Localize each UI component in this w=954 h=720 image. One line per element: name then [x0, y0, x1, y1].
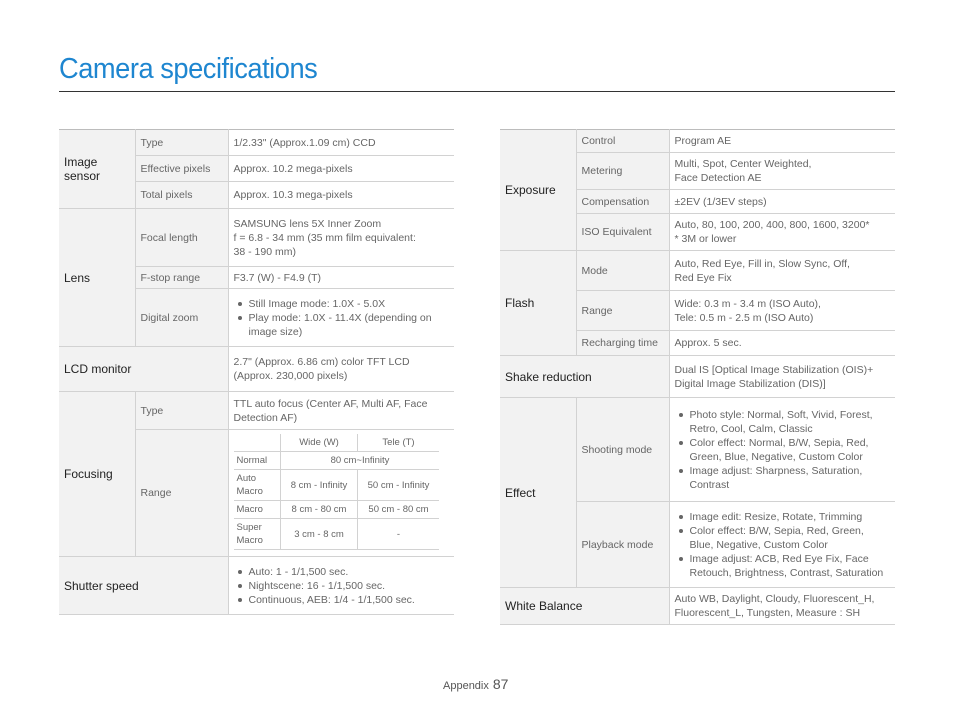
- total-pixels-label: Total pixels: [135, 182, 228, 209]
- playback-mode-value: [669, 502, 895, 588]
- white-balance-value: Auto WB, Daylight, Cloudy, Fluorescent_H, Fluorescent_L, Tungsten, Measure : SH: [669, 588, 895, 625]
- image-sensor-label: Image sensor: [59, 130, 135, 209]
- fstop-label: F-stop range: [135, 267, 228, 289]
- flash-label: Flash: [500, 251, 576, 356]
- metering-value: Multi, Spot, Center Weighted, Face Detection AE: [669, 153, 895, 190]
- bullet-item: Color effect: Normal, B/W, Sepia, Red, Green, Blue, Negative, Custom Color: [690, 436, 891, 464]
- recharging-time-value: Approx. 5 sec.: [669, 331, 895, 356]
- focus-type-value: TTL auto focus (Center AF, Multi AF, Face Detection AF): [228, 392, 454, 430]
- white-balance-label: White Balance: [500, 588, 669, 625]
- range-header-tele: Tele (T): [358, 434, 440, 452]
- spec-table-left: [59, 129, 454, 615]
- range-header-empty: [234, 434, 281, 452]
- bullet-item: Nightscene: 16 - 1/1,500 sec.: [249, 579, 450, 593]
- bullet-item: Image adjust: ACB, Red Eye Fix, Face Retouch, Brightness, Contrast, Saturation: [690, 552, 891, 580]
- sensor-type-label: Type: [135, 130, 228, 156]
- shutter-speed-value: [228, 557, 454, 615]
- bullet-item: Auto: 1 - 1/1,500 sec.: [249, 565, 450, 579]
- range-super-macro-label: Super Macro: [234, 519, 281, 550]
- digital-zoom-label: Digital zoom: [135, 289, 228, 347]
- bullet-item: Play mode: 1.0X - 11.4X (depending on image size): [249, 311, 450, 339]
- playback-mode-label: Playback mode: [576, 502, 669, 588]
- effect-label: Effect: [500, 398, 576, 588]
- range-normal-label: Normal: [234, 452, 281, 470]
- recharging-time-label: Recharging time: [576, 331, 669, 356]
- exposure-control-value: Program AE: [669, 130, 895, 153]
- sensor-type-value: 1/2.33" (Approx.1.09 cm) CCD: [228, 130, 454, 156]
- range-auto-macro-wide: 8 cm - Infinity: [281, 470, 358, 501]
- effective-pixels-label: Effective pixels: [135, 156, 228, 182]
- effective-pixels-value: Approx. 10.2 mega-pixels: [228, 156, 454, 182]
- bullet-item: Image adjust: Sharpness, Saturation, Contrast: [690, 464, 891, 492]
- focus-type-label: Type: [135, 392, 228, 430]
- range-normal-value: 80 cm~Infinity: [281, 452, 440, 470]
- spec-table-right: [500, 129, 895, 625]
- focus-range-value: [228, 430, 454, 557]
- flash-mode-value: Auto, Red Eye, Fill in, Slow Sync, Off, Red Eye Fix: [669, 251, 895, 291]
- bullet-item: Color effect: B/W, Sepia, Red, Green, Blue, Negative, Custom Color: [690, 524, 891, 552]
- range-super-macro-wide: 3 cm - 8 cm: [281, 519, 358, 550]
- focus-range-label: Range: [135, 430, 228, 557]
- range-auto-macro-tele: 50 cm - Infinity: [358, 470, 440, 501]
- digital-zoom-value: [228, 289, 454, 347]
- exposure-control-label: Control: [576, 130, 669, 153]
- bullet-item: Image edit: Resize, Rotate, Trimming: [690, 510, 891, 524]
- lcd-monitor-label: LCD monitor: [59, 347, 228, 392]
- bullet-item: Still Image mode: 1.0X - 5.0X: [249, 297, 450, 311]
- title-divider: [59, 91, 895, 92]
- focus-range-table: [234, 434, 440, 550]
- flash-range-label: Range: [576, 291, 669, 331]
- range-macro-tele: 50 cm - 80 cm: [358, 501, 440, 519]
- shake-reduction-label: Shake reduction: [500, 356, 669, 398]
- range-super-macro-tele: -: [358, 519, 440, 550]
- flash-range-value: Wide: 0.3 m - 3.4 m (ISO Auto), Tele: 0.5 m - 2.5 m (ISO Auto): [669, 291, 895, 331]
- focusing-label: Focusing: [59, 392, 135, 557]
- shooting-mode-label: Shooting mode: [576, 398, 669, 502]
- range-header-wide: Wide (W): [281, 434, 358, 452]
- range-macro-wide: 8 cm - 80 cm: [281, 501, 358, 519]
- metering-label: Metering: [576, 153, 669, 190]
- focal-length-value: SAMSUNG lens 5X Inner Zoom f = 6.8 - 34 mm (35 mm film equivalent: 38 - 190 mm): [228, 209, 454, 267]
- total-pixels-value: Approx. 10.3 mega-pixels: [228, 182, 454, 209]
- fstop-value: F3.7 (W) - F4.9 (T): [228, 267, 454, 289]
- compensation-value: ±2EV (1/3EV steps): [669, 190, 895, 214]
- shutter-speed-label: Shutter speed: [59, 557, 228, 615]
- shooting-mode-value: [669, 398, 895, 502]
- page-footer: [443, 676, 508, 694]
- flash-mode-label: Mode: [576, 251, 669, 291]
- iso-value: Auto, 80, 100, 200, 400, 800, 1600, 3200* * 3M or lower: [669, 214, 895, 251]
- compensation-label: Compensation: [576, 190, 669, 214]
- range-auto-macro-label: Auto Macro: [234, 470, 281, 501]
- shake-reduction-value: Dual IS [Optical Image Stabilization (OIS)+ Digital Image Stabilization (DIS)]: [669, 356, 895, 398]
- lcd-monitor-value: 2.7" (Approx. 6.86 cm) color TFT LCD (Approx. 230,000 pixels): [228, 347, 454, 392]
- bullet-item: Continuous, AEB: 1/4 - 1/1,500 sec.: [249, 593, 450, 607]
- iso-label: ISO Equivalent: [576, 214, 669, 251]
- bullet-item: Photo style: Normal, Soft, Vivid, Forest, Retro, Cool, Calm, Classic: [690, 408, 891, 436]
- exposure-label: Exposure: [500, 130, 576, 251]
- page-title: Camera specifications: [59, 53, 318, 85]
- page-number: 87: [492, 676, 509, 692]
- focal-length-label: Focal length: [135, 209, 228, 267]
- lens-label: Lens: [59, 209, 135, 347]
- range-macro-label: Macro: [234, 501, 281, 519]
- footer-label: Appendix: [443, 680, 489, 692]
